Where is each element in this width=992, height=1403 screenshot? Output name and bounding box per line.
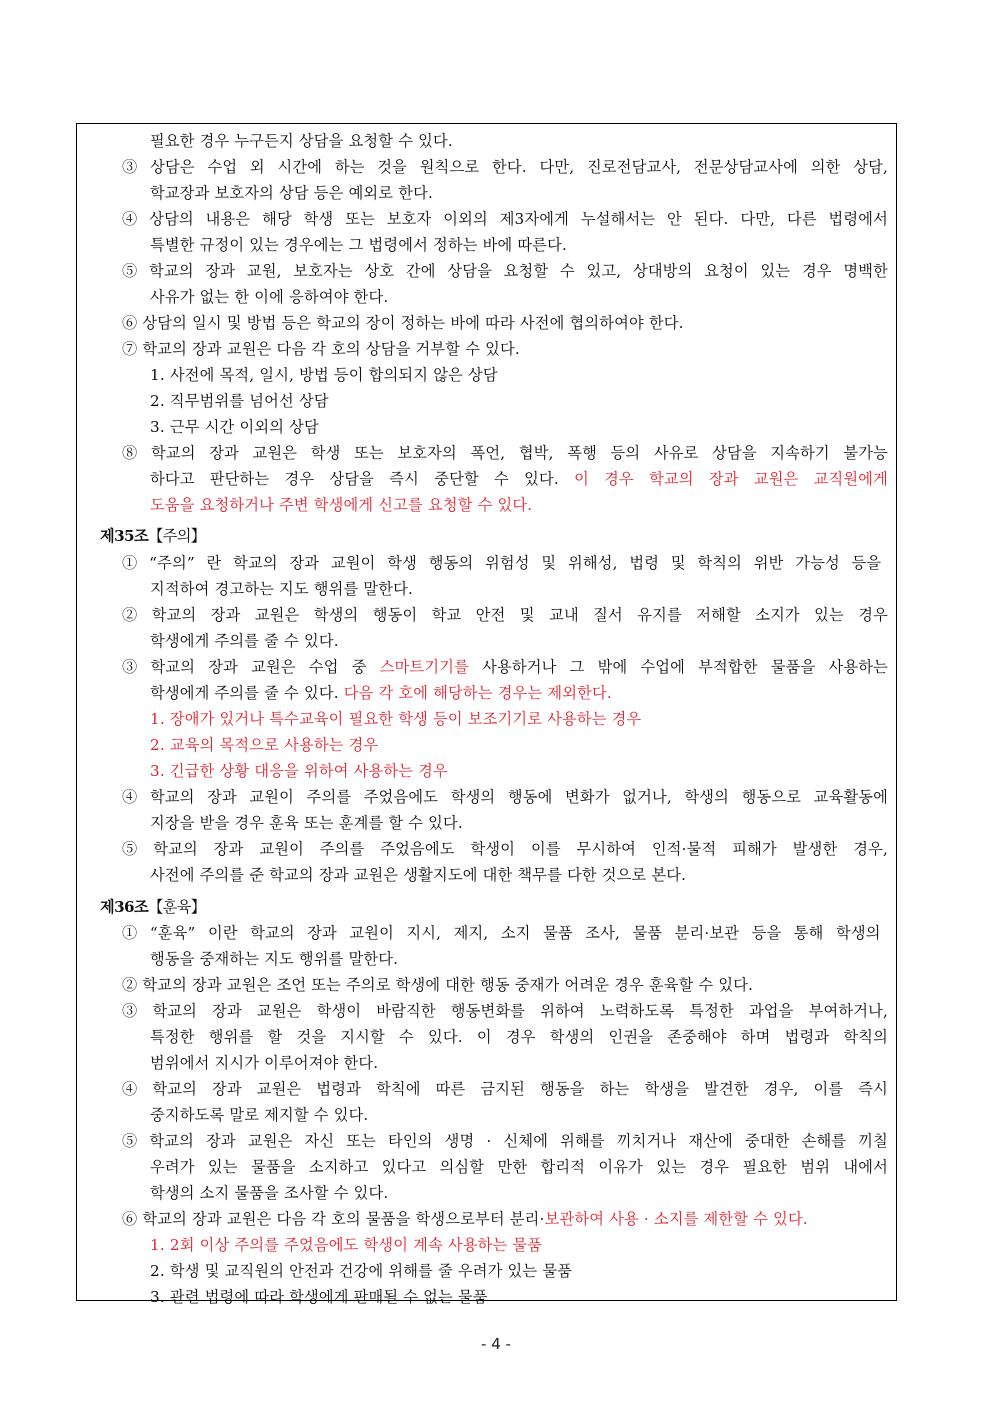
text-line bbox=[150, 1287, 488, 1307]
text-line bbox=[122, 1001, 888, 1021]
text-line bbox=[150, 1105, 368, 1125]
text-line bbox=[150, 865, 686, 885]
text-segment: ⑥ 상담의 일시 및 방법 등은 학교의 장이 정하는 바에 따라 사전에 협의하여야 한다. bbox=[122, 314, 684, 332]
text-segment: ⑤ 학교의 장과 교원, 보호자는 상호 간에 상담을 요청할 수 있고, 상대방의 요청이 있는 경우 명백한 bbox=[122, 262, 888, 280]
article-heading bbox=[100, 526, 205, 546]
text-line bbox=[122, 787, 888, 807]
text-segment: 특정한 행위를 할 것을 지시할 수 있다. 이 경우 학생의 인권을 존중해야 하며 법령과 학칙의 bbox=[150, 1028, 888, 1046]
highlighted-text: 1. 2회 이상 주의를 주었음에도 학생이 계속 사용하는 물품 bbox=[150, 1236, 543, 1254]
text-segment: 학교장과 보호자의 상담 등은 예외로 한다. bbox=[150, 184, 433, 202]
text-segment: 제36조 bbox=[100, 898, 149, 916]
text-segment: 지장을 받을 경우 훈육 또는 훈계를 할 수 있다. bbox=[150, 814, 463, 832]
text-line bbox=[150, 813, 463, 833]
text-segment: ④ 학교의 장과 교원은 법령과 학칙에 따른 금지된 행동을 하는 학생을 발견한 경우, 이를 즉시 bbox=[122, 1080, 888, 1098]
text-segment: 학생에게 주의를 줄 수 있다. bbox=[150, 632, 339, 650]
text-segment: 사용하거나 그 밖에 수업에 부적합한 물품을 사용하는 bbox=[468, 658, 889, 676]
text-segment: 사유가 없는 한 이에 응하여야 한다. bbox=[150, 288, 389, 306]
text-line bbox=[122, 261, 888, 281]
text-segment: ② 학교의 장과 교원은 조언 또는 주의로 학생에 대한 행동 중재가 어려운 경우 훈육할 수 있다. bbox=[122, 976, 754, 994]
text-segment: 행동을 중재하는 지도 행위를 말한다. bbox=[150, 950, 399, 968]
text-line bbox=[122, 313, 684, 333]
text-segment: 3. 근무 시간 이외의 상담 bbox=[150, 418, 319, 436]
highlighted-text: 도움을 요청하거나 주변 학생에게 신고를 요청할 수 있다. bbox=[150, 496, 533, 514]
text-line bbox=[122, 657, 888, 677]
text-segment: ⑧ 학교의 장과 교원은 학생 또는 보호자의 폭언, 협박, 폭행 등의 사유로 상담을 지속하기 불가능 bbox=[122, 444, 888, 462]
text-segment: ⑤ 학교의 장과 교원이 주의를 주었음에도 학생이 이를 무시하여 인적·물적 피해가 발생한 경우, bbox=[122, 840, 888, 858]
text-line bbox=[150, 1053, 378, 1073]
text-segment: 1. 사전에 목적, 일시, 방법 등이 합의되지 않은 상담 bbox=[150, 366, 498, 384]
text-line bbox=[150, 709, 641, 729]
text-line bbox=[122, 553, 881, 573]
text-segment: ② 학교의 장과 교원은 학생의 행동이 학교 안전 및 교내 질서 유지를 저해할 소지가 있는 경우 bbox=[122, 606, 888, 624]
text-segment: 사전에 주의를 준 학교의 장과 교원은 생활지도에 대한 책무를 다한 것으로 본다. bbox=[150, 866, 687, 884]
text-line bbox=[122, 605, 888, 625]
highlighted-text: 이 경우 학교의 장과 교원은 교직원에게 bbox=[574, 470, 889, 488]
highlighted-text: 다음 각 호에 해당하는 경우는 제외한다. bbox=[343, 684, 612, 702]
text-segment: 하다고 판단하는 경우 상담을 즉시 중단할 수 있다. bbox=[150, 470, 575, 488]
text-line bbox=[150, 469, 888, 489]
text-line bbox=[122, 157, 888, 177]
text-segment: 2. 학생 및 교직원의 안전과 건강에 위해를 줄 우려가 있는 물품 bbox=[150, 1262, 573, 1280]
text-line bbox=[122, 209, 888, 229]
text-line bbox=[122, 975, 753, 995]
text-line bbox=[122, 839, 888, 859]
text-line bbox=[150, 683, 612, 703]
text-segment: ① “주의” 란 학교의 장과 교원이 학생 행동의 위험성 및 위해성, 법령 및 학칙의 위반 가능성 등을 bbox=[122, 554, 882, 572]
text-line bbox=[150, 631, 339, 651]
text-segment: 학생의 소지 물품을 조사할 수 있다. bbox=[150, 1184, 389, 1202]
text-segment: 필요한 경우 누구든지 상담을 요청할 수 있다. bbox=[150, 132, 453, 150]
text-segment: 중지하도록 말로 제지할 수 있다. bbox=[150, 1106, 369, 1124]
text-line bbox=[150, 365, 498, 385]
article-title: 【주의】 bbox=[148, 527, 206, 545]
highlighted-text: 스마트기기를 bbox=[379, 658, 469, 676]
text-line bbox=[150, 579, 413, 599]
text-line bbox=[122, 1209, 808, 1229]
text-line bbox=[150, 1235, 542, 1255]
text-segment: ④ 상담의 내용은 해당 학생 또는 보호자 이외의 제3자에게 누설해서는 안 된다. 다만, 다른 법령에서 bbox=[122, 210, 888, 228]
text-line bbox=[150, 235, 567, 255]
text-segment: 범위에서 지시가 이루어져야 한다. bbox=[150, 1054, 379, 1072]
article-heading bbox=[100, 897, 205, 917]
text-line bbox=[122, 339, 520, 359]
text-segment: ⑦ 학교의 장과 교원은 다음 각 호의 상담을 거부할 수 있다. bbox=[122, 340, 520, 358]
highlighted-text: 3. 긴급한 상황 대응을 위하여 사용하는 경우 bbox=[150, 762, 448, 780]
highlighted-text: 2. 교육의 목적으로 사용하는 경우 bbox=[150, 736, 379, 754]
text-segment: 특별한 규정이 있는 경우에는 그 법령에서 정하는 바에 따른다. bbox=[150, 236, 568, 254]
text-line bbox=[150, 391, 329, 411]
text-line bbox=[122, 1131, 888, 1151]
text-line bbox=[150, 1027, 888, 1047]
article-title: 【훈육】 bbox=[148, 898, 206, 916]
text-line bbox=[150, 735, 378, 755]
text-segment: 학생에게 주의를 줄 수 있다. bbox=[150, 684, 344, 702]
text-segment: ③ 학교의 장과 교원은 수업 중 bbox=[122, 658, 380, 676]
text-line bbox=[150, 495, 532, 515]
text-line bbox=[150, 287, 388, 307]
text-segment: ⑤ 학교의 장과 교원은 자신 또는 타인의 생명 · 신체에 위해를 끼치거나 재산에 중대한 손해를 끼칠 bbox=[122, 1132, 888, 1150]
text-line bbox=[150, 1261, 572, 1281]
text-line bbox=[150, 183, 433, 203]
text-line bbox=[150, 949, 398, 969]
text-segment: 우려가 있는 물품을 소지하고 있다고 의심할 만한 합리적 이유가 있는 경우 필요한 범위 내에서 bbox=[150, 1158, 888, 1176]
text-segment: 제35조 bbox=[100, 527, 149, 545]
text-line bbox=[150, 761, 448, 781]
text-line bbox=[150, 131, 453, 151]
text-segment: 2. 직무범위를 넘어선 상담 bbox=[150, 392, 329, 410]
text-segment: ③ 상담은 수업 외 시간에 하는 것을 원칙으로 한다. 다만, 진로전담교사, 전문상담교사에 의한 상담, bbox=[122, 158, 888, 176]
text-line bbox=[122, 923, 881, 943]
text-segment: ⑥ 학교의 장과 교원은 다음 각 호의 물품을 학생으로부터 분리· bbox=[122, 1210, 545, 1228]
text-segment: 3. 관련 법령에 따라 학생에게 판매될 수 없는 물품 bbox=[150, 1288, 488, 1306]
text-line bbox=[122, 443, 888, 463]
highlighted-text: 보관하여 사용 · 소지를 제한할 수 있다. bbox=[544, 1210, 808, 1228]
text-segment: ④ 학교의 장과 교원이 주의를 주었음에도 학생의 행동에 변화가 없거나, 학생의 행동으로 교육활동에 bbox=[122, 788, 888, 806]
text-line bbox=[122, 1079, 888, 1099]
text-segment: ③ 학교의 장과 교원은 학생이 바람직한 행동변화를 위하여 노력하도록 특정한 과업을 부여하거나, bbox=[122, 1002, 888, 1020]
text-line bbox=[150, 417, 319, 437]
text-line bbox=[150, 1157, 888, 1177]
highlighted-text: 1. 장애가 있거나 특수교육이 필요한 학생 등이 보조기기로 사용하는 경우 bbox=[150, 710, 642, 728]
page-number: - 4 - bbox=[481, 1335, 511, 1353]
text-segment: 지적하여 경고하는 지도 행위를 말한다. bbox=[150, 580, 414, 598]
text-segment: ① “훈육” 이란 학교의 장과 교원이 지시, 제지, 소지 물품 조사, 물품 분리·보관 등을 통해 학생의 bbox=[122, 924, 881, 942]
text-line bbox=[150, 1183, 388, 1203]
